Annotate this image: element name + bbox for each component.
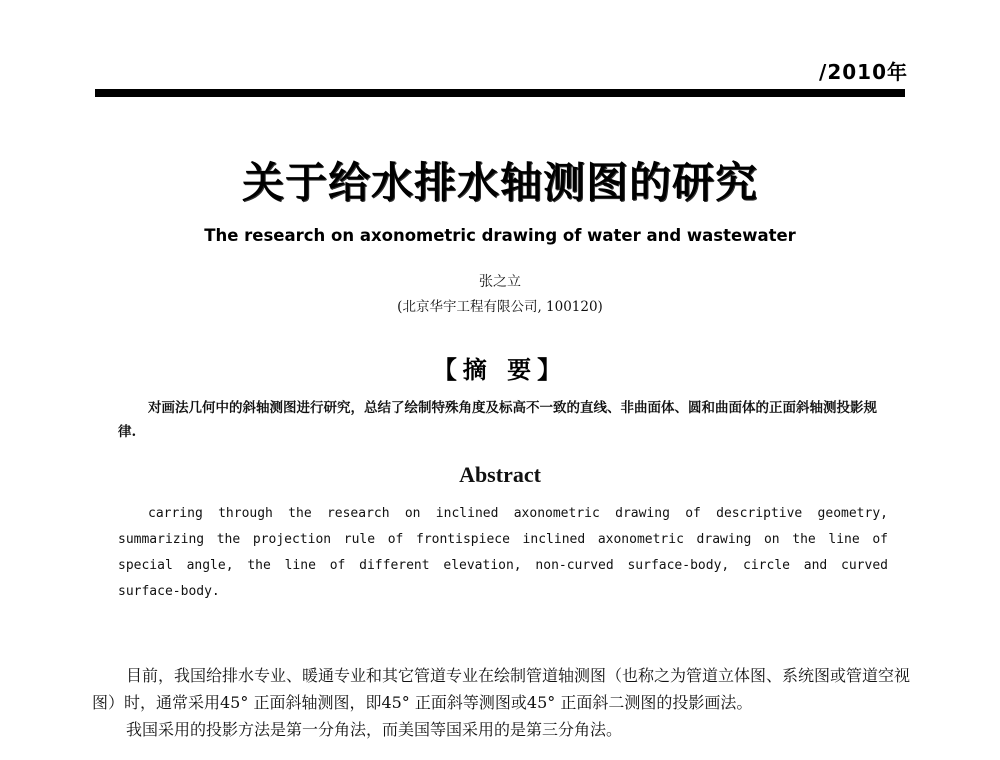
abstract-en-heading: Abstract [459,462,541,487]
abstract-cn-text: 对画法几何中的斜轴测图进行研究，总结了绘制特殊角度及标高不一致的直线、非曲面体、圆和曲面体的正面斜轴测投影规律. [118,400,877,440]
paper-title: 关于给水排水轴测图的研究 [241,158,758,207]
body-paragraph-2: 我国采用的投影方法是第一分角法，而美国等国采用的是第三分角法。 [126,720,623,739]
author-name: 张之立 [479,274,521,290]
header-rule [95,89,905,97]
header-year: /2010年 [819,60,908,84]
abstract-en-text: carring through the research on inclined axonometric drawing of descriptive geometry, summarizing the projection rule of frontispiece inclined axonometric drawing on the line of special angle, the line of different elevation, non-curved surface-body, circle and curved surface-body. [118,506,888,599]
author-affiliation: (北京华宇工程有限公司, 100120) [397,299,603,315]
body-text [92,662,912,743]
abstract-cn-heading: 【摘 要】 [432,356,568,384]
paper-subtitle-en: The research on axonometric drawing of water and wastewater [204,226,796,245]
body-paragraph-1: 目前，我国给排水专业、暖通专业和其它管道专业在绘制管道轴测图（也称之为管道立体图、系统图或管道空视图）时，通常采用45° 正面斜轴测图，即45° 正面斜等测图或45° 正面斜二测图的投影画法。 [92,666,911,712]
